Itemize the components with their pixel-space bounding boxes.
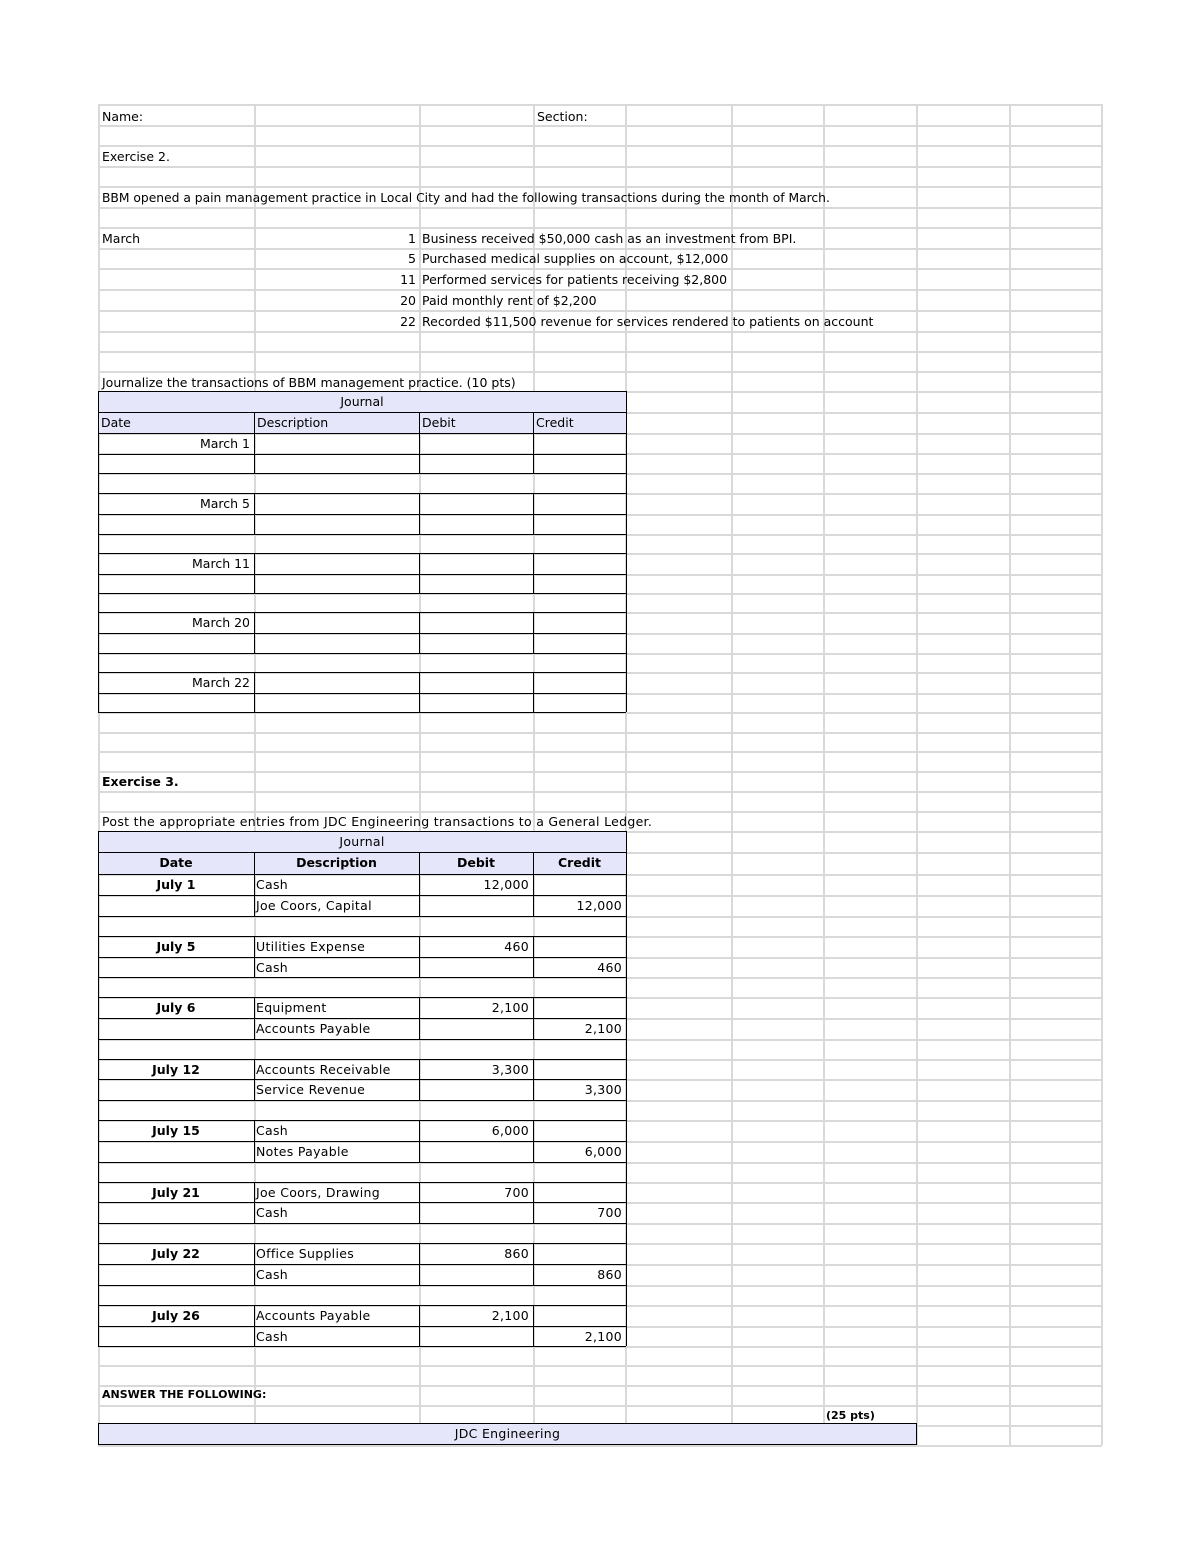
- journal-title: Journal: [339, 834, 385, 849]
- journal-date: March 1: [199, 436, 250, 451]
- journal-row-line: [98, 957, 626, 958]
- journal-row-line: [98, 612, 626, 613]
- journal-date: July 1: [156, 877, 196, 892]
- journal-row-line: [98, 895, 626, 896]
- journal-description: Cash: [256, 1329, 289, 1344]
- journal-date: March 11: [192, 556, 250, 571]
- transaction-text: Recorded $11,500 revenue for services rendered to patients on account: [422, 314, 874, 329]
- journal-description: Accounts Payable: [256, 1308, 371, 1323]
- journal-description: Service Revenue: [256, 1082, 366, 1097]
- journal-date: July 12: [152, 1062, 200, 1077]
- journal-credit: 460: [597, 960, 622, 975]
- grid-row-line: [98, 1365, 1102, 1367]
- journal-row-line: [98, 574, 626, 575]
- month-label: March: [102, 231, 141, 246]
- journal-column-line: [419, 612, 420, 653]
- journal-header-divider: [98, 433, 626, 434]
- grid-row-line: [98, 268, 1102, 270]
- company-bar-bottom: [98, 1444, 917, 1445]
- journal-header-column: [419, 412, 420, 433]
- grid-row-line: [98, 351, 1102, 353]
- journal-date: July 6: [156, 1000, 196, 1015]
- journal-row-line: [98, 1141, 626, 1142]
- journal-description: Accounts Payable: [256, 1021, 371, 1036]
- journal-column-line: [254, 1059, 255, 1100]
- journal-column-line: [254, 1243, 255, 1285]
- journal-row-line: [98, 1079, 626, 1080]
- journal-date: July 5: [156, 939, 196, 954]
- journal-right-border: [626, 391, 627, 712]
- journal-description: Cash: [256, 1205, 289, 1220]
- journal-column-line: [419, 672, 420, 712]
- journal-row-line: [98, 693, 626, 694]
- journal-header-column: [533, 412, 534, 433]
- journal-credit: 2,100: [584, 1329, 622, 1344]
- journal-debit: 860: [504, 1246, 529, 1261]
- journal-description: Office Supplies: [256, 1246, 355, 1261]
- journal-column-line: [254, 553, 255, 593]
- journal-debit: 460: [504, 939, 529, 954]
- journal-row-line: [98, 672, 626, 673]
- journal-row-line: [98, 1264, 626, 1265]
- transaction-text: Performed services for patients receiving $2,800: [422, 272, 728, 287]
- grid-row-line: [98, 331, 1102, 333]
- exercise2-intro: BBM opened a pain management practice in Local City and had the following transactions during the month of March.: [102, 191, 830, 205]
- journal-date: March 20: [192, 615, 250, 630]
- transaction-day: 1: [408, 231, 416, 246]
- journal-title: Journal: [340, 394, 384, 409]
- journal-title-divider: [98, 852, 626, 853]
- grid-row-line: [98, 104, 1102, 106]
- transaction-day: 22: [400, 314, 416, 329]
- journal-column-line: [533, 433, 534, 473]
- grid-row-line: [98, 166, 1102, 168]
- journal-description: Joe Coors, Capital: [256, 898, 372, 913]
- journal-description: Joe Coors, Drawing: [256, 1185, 380, 1200]
- journal-header-divider: [98, 874, 626, 875]
- journal-row-line: [98, 712, 626, 713]
- grid-row-line: [98, 751, 1102, 753]
- journal-date: July 21: [152, 1185, 200, 1200]
- transaction-text: Paid monthly rent of $2,200: [422, 293, 597, 308]
- journal-title-divider: [98, 412, 626, 413]
- journal-date: July 22: [152, 1246, 200, 1261]
- journal-row-line: [98, 1018, 626, 1019]
- journal-right-border: [626, 831, 627, 1346]
- journal-column-line: [254, 874, 255, 916]
- journal-row-line: [98, 916, 626, 917]
- journal-column-header: Description: [296, 855, 377, 870]
- journal-row-line: [98, 473, 626, 474]
- journal-row-line: [98, 1202, 626, 1203]
- grid-row-line: [98, 207, 1102, 209]
- journal-row-line: [98, 534, 626, 535]
- journal-header-column: [254, 412, 255, 433]
- journal-row-line: [98, 1059, 626, 1060]
- journal-column-header: Debit: [422, 415, 456, 430]
- answer-label: ANSWER THE FOLLOWING:: [102, 1388, 267, 1401]
- journal-column-header: Description: [257, 415, 329, 430]
- grid-row-line: [98, 125, 1102, 127]
- journal-row-line: [98, 653, 626, 654]
- journal-row-line: [98, 977, 626, 978]
- journal-column-header: Date: [101, 415, 131, 430]
- journal-column-line: [254, 433, 255, 473]
- grid-row-line: [98, 1445, 1102, 1447]
- journal-row-line: [98, 1039, 626, 1040]
- grid-row-line: [98, 227, 1102, 229]
- grid-row-line: [98, 771, 1102, 773]
- journal-credit: 3,300: [584, 1082, 622, 1097]
- journal-date: March 22: [192, 675, 250, 690]
- journal-description: Accounts Receivable: [256, 1062, 391, 1077]
- journal-row-line: [98, 1100, 626, 1101]
- journal-row-line: [98, 633, 626, 634]
- journal-top-border: [98, 391, 626, 392]
- journal-column-line: [254, 612, 255, 653]
- journal-credit: 6,000: [584, 1144, 622, 1159]
- journal-date: July 15: [152, 1123, 200, 1138]
- journal-row-line: [98, 493, 626, 494]
- journal-column-line: [533, 672, 534, 712]
- company-name: JDC Engineering: [454, 1426, 561, 1441]
- transaction-text: Business received $50,000 cash as an investment from BPI.: [422, 231, 797, 246]
- journal-row-line: [98, 1182, 626, 1183]
- journal-row-line: [98, 1223, 626, 1224]
- exercise3-title: Exercise 3.: [102, 774, 179, 789]
- grid-row-line: [98, 248, 1102, 250]
- journal-credit: 860: [597, 1267, 622, 1282]
- journal-description: Equipment: [256, 1000, 327, 1015]
- journal-row-line: [98, 593, 626, 594]
- journal-row-line: [98, 1162, 626, 1163]
- journal-column-line: [533, 493, 534, 534]
- journal-left-border: [98, 831, 99, 1346]
- transaction-day: 11: [400, 272, 416, 287]
- grid-row-line: [98, 811, 1102, 813]
- journal-credit: 2,100: [584, 1021, 622, 1036]
- journal-column-line: [533, 553, 534, 593]
- journal-date: March 5: [199, 496, 250, 511]
- journal-column-line: [254, 997, 255, 1039]
- journal-description: Notes Payable: [256, 1144, 349, 1159]
- journal-debit: 2,100: [491, 1000, 529, 1015]
- journal-date: July 26: [152, 1308, 200, 1323]
- journal-row-line: [98, 454, 626, 455]
- journal-column-line: [419, 433, 420, 473]
- journal-column-line: [254, 1120, 255, 1162]
- grid-row-line: [98, 289, 1102, 291]
- grid-row-line: [98, 732, 1102, 734]
- grid-row-line: [98, 310, 1102, 312]
- journal-column-line: [254, 936, 255, 977]
- journal-credit: 700: [597, 1205, 622, 1220]
- journal-column-header: Credit: [557, 855, 602, 870]
- transaction-day: 5: [408, 251, 416, 266]
- journal-row-line: [98, 514, 626, 515]
- journal-row-line: [98, 1326, 626, 1327]
- journal-debit: 700: [504, 1185, 529, 1200]
- journal-description: Cash: [256, 960, 289, 975]
- journal-column-line: [254, 1182, 255, 1223]
- company-bar-top: [98, 1423, 917, 1424]
- journal-column-line: [533, 612, 534, 653]
- journal-row-line: [98, 553, 626, 554]
- journal-row-line: [98, 1243, 626, 1244]
- exercise2-title: Exercise 2.: [102, 149, 170, 164]
- journal-column-line: [254, 493, 255, 534]
- journal-description: Cash: [256, 877, 289, 892]
- journal-credit: 12,000: [576, 898, 622, 913]
- journal-column-header: Debit: [456, 855, 496, 870]
- journal-column-line: [419, 553, 420, 593]
- journal-row-line: [98, 997, 626, 998]
- journal-debit: 3,300: [491, 1062, 529, 1077]
- grid-row-line: [98, 791, 1102, 793]
- journal-description: Cash: [256, 1267, 289, 1282]
- grid-row-line: [98, 1405, 1102, 1407]
- exercise3-instruction: Post the appropriate entries from JDC Engineering transactions to a General Ledger.: [102, 814, 653, 829]
- transaction-text: Purchased medical supplies on account, $12,000: [422, 251, 729, 266]
- name-label: Name:: [102, 109, 144, 124]
- exercise2-instruction: Journalize the transactions of BBM management practice. (10 pts): [102, 375, 516, 390]
- points-label: (25 pts): [826, 1409, 875, 1422]
- journal-column-header: Date: [159, 855, 193, 870]
- transaction-day: 20: [400, 293, 416, 308]
- journal-debit: 12,000: [483, 877, 529, 892]
- journal-debit: 2,100: [491, 1308, 529, 1323]
- section-label: Section:: [537, 109, 588, 124]
- journal-column-line: [254, 1305, 255, 1346]
- journal-row-line: [98, 1305, 626, 1306]
- grid-row-line: [98, 145, 1102, 147]
- journal-row-line: [98, 1120, 626, 1121]
- journal-debit: 6,000: [491, 1123, 529, 1138]
- journal-column-header: Credit: [536, 415, 574, 430]
- journal-row-line: [98, 1285, 626, 1286]
- grid-row-line: [98, 186, 1102, 188]
- journal-description: Cash: [256, 1123, 289, 1138]
- journal-row-line: [98, 936, 626, 937]
- journal-column-line: [254, 672, 255, 712]
- journal-column-line: [419, 493, 420, 534]
- grid-row-line: [98, 371, 1102, 373]
- journal-row-line: [98, 1346, 626, 1347]
- journal-description: Utilities Expense: [256, 939, 366, 954]
- journal-top-border: [98, 831, 626, 832]
